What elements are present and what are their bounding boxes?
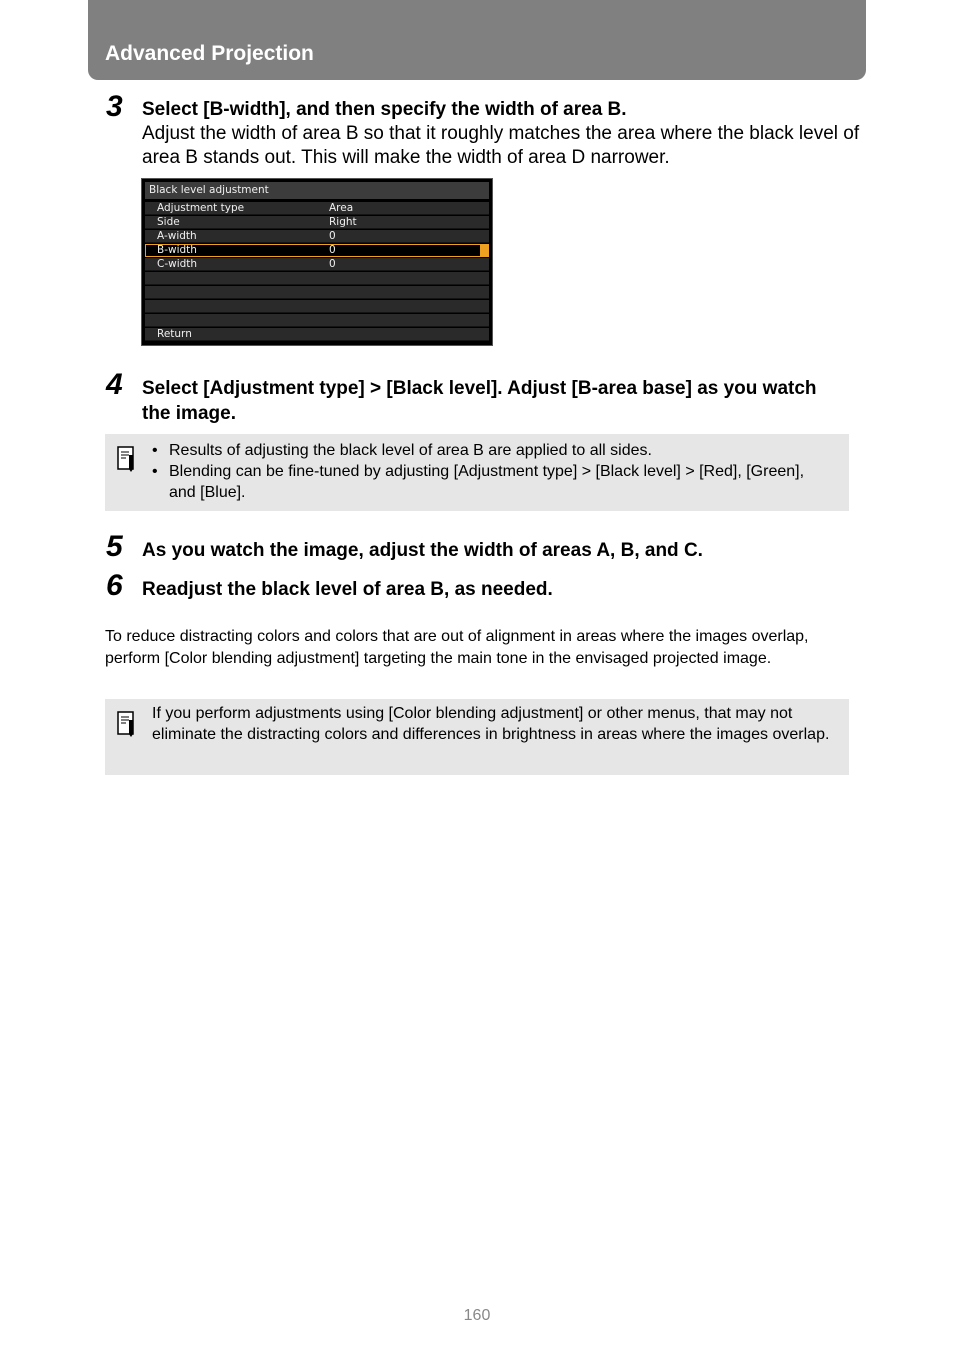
menu-row-side	[145, 216, 489, 229]
step-3-number: 3	[106, 90, 123, 123]
menu-row-b-width-selected	[145, 244, 489, 257]
selection-marker	[480, 244, 489, 256]
menu-row-empty	[145, 300, 489, 313]
menu-row-c-width	[145, 258, 489, 271]
menu-row-label: B-width	[157, 244, 197, 256]
note-bullet: • Blending can be fine-tuned by adjusting [Adjustment type] > [Black level] > [Red], [Green], and [Blue].	[152, 461, 832, 503]
step-5-title: As you watch the image, adjust the width of areas A, B, and C.	[142, 540, 703, 561]
black-level-adjustment-menu	[141, 178, 493, 346]
note-bullet-text: Blending can be fine-tuned by adjusting [Adjustment type] > [Black level] > [Red], [Green], and [Blue].	[169, 463, 805, 501]
step-6-number: 6	[106, 569, 123, 602]
menu-row-label: Adjustment type	[157, 202, 245, 214]
menu-row-value: 0	[329, 230, 336, 242]
menu-row-label: Side	[157, 216, 180, 228]
memo-pencil-icon	[117, 446, 137, 472]
body-paragraph: To reduce distracting colors and colors that are out of alignment in areas where the images overlap, perform [Color blending adjustment] targeting the main tone in the envisaged projected image.	[105, 628, 809, 667]
section-title: Advanced Projection	[105, 42, 314, 65]
menu-row-a-width	[145, 230, 489, 243]
note-box	[105, 434, 849, 511]
menu-title: Black level adjustment	[145, 182, 489, 199]
step-4-number: 4	[106, 368, 123, 401]
memo-pencil-icon	[117, 711, 137, 737]
menu-row-empty	[145, 286, 489, 299]
menu-row-value: 0	[329, 244, 336, 256]
menu-row-empty	[145, 314, 489, 327]
menu-row-empty	[145, 272, 489, 285]
note-box	[105, 699, 849, 775]
step-3-body: Adjust the width of area B so that it roughly matches the area where the black level of area B stands out. This will make the width of area D narrower.	[142, 123, 860, 168]
note-text: If you perform adjustments using [Color blending adjustment] or other menus, that may not eliminate the distracting colors and differences in brightness in areas where the images overlap.	[152, 705, 830, 743]
step-6-title: Readjust the black level of area B, as needed.	[142, 579, 553, 600]
menu-row-label: Return	[157, 328, 192, 340]
menu-row-value: Area	[329, 202, 354, 214]
menu-row-adjustment-type	[145, 202, 489, 215]
step-5-number: 5	[106, 530, 123, 563]
menu-row-value: Right	[329, 216, 357, 228]
page-number: 160	[463, 1307, 491, 1324]
note-bullet: • Results of adjusting the black level of area B are applied to all sides.	[152, 440, 832, 461]
note-bullet-text: Results of adjusting the black level of area B are applied to all sides.	[169, 442, 652, 459]
menu-row-label: C-width	[157, 258, 198, 270]
menu-row-value: 0	[329, 258, 336, 270]
menu-row-return	[145, 328, 489, 341]
step-3-title: Select [B-width], and then specify the width of area B.	[142, 99, 627, 120]
step-4-title: Select [Adjustment type] > [Black level]. Adjust [B-area base] as you watch the image.	[142, 378, 817, 424]
menu-row-label: A-width	[157, 230, 197, 242]
section-header	[88, 0, 866, 80]
